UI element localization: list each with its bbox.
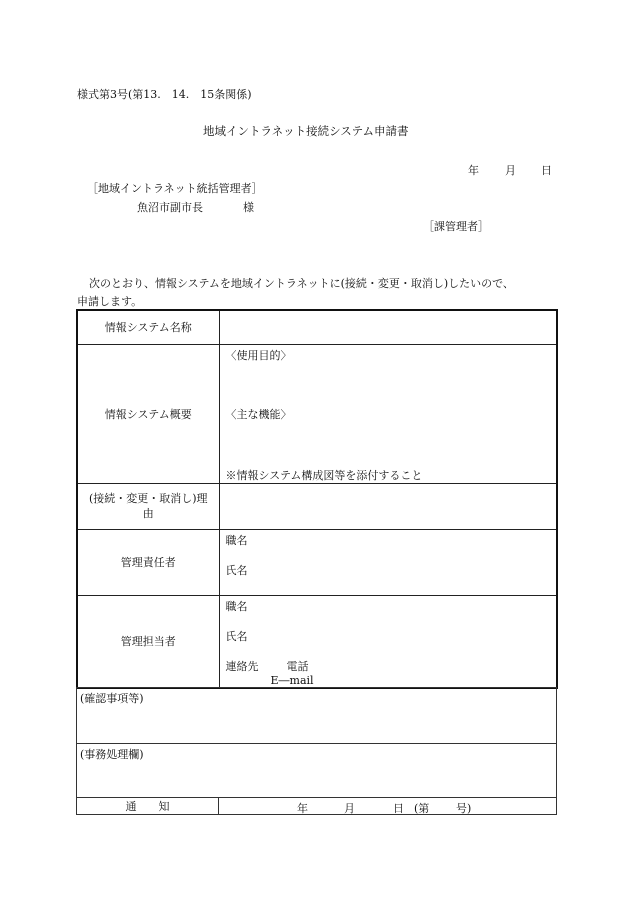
notice-label: 通 知: [77, 798, 219, 815]
table-row: [77, 483, 557, 529]
addressee-honorific: 様: [243, 201, 254, 214]
notice-dai: (第: [414, 802, 430, 815]
main-function-label: 〈主な機能〉: [225, 407, 292, 421]
notice-year: 年: [297, 802, 308, 815]
manager-name-label: 氏名: [225, 563, 248, 577]
table-row: [77, 529, 557, 595]
date-day: 日: [541, 164, 552, 177]
manager-field[interactable]: [219, 529, 557, 595]
page-title: 地域イントラネット接続システム申請書: [203, 124, 409, 138]
phone-label: 電話: [286, 659, 309, 673]
addressee-name: 魚沼市副市長: [137, 201, 203, 214]
reason-label-line-2: 由: [142, 507, 154, 520]
table-row: [77, 310, 557, 344]
system-name-field[interactable]: [219, 310, 557, 344]
person-job-title-label: 職名: [225, 599, 248, 613]
contact-label: 連絡先: [225, 659, 259, 673]
system-name-label: 情報システム名称: [77, 310, 219, 344]
person-in-charge-field[interactable]: [219, 595, 557, 688]
table-row: [77, 595, 557, 688]
person-in-charge-label: 管理担当者: [77, 595, 219, 688]
person-name-label: 氏名: [225, 629, 248, 643]
reason-label: [77, 483, 219, 529]
intro-line-1: 次のとおり、情報システムを地域イントラネットに(接続・変更・取消し)したいので、: [89, 277, 514, 290]
application-table: [76, 309, 558, 689]
notice-day: 日: [393, 802, 404, 815]
office-processing-field[interactable]: [77, 744, 557, 798]
addressee-title: ［地域イントラネット統括管理者］: [87, 182, 263, 195]
table-row: [77, 344, 557, 483]
manager-job-title-label: 職名: [225, 533, 248, 547]
applicant-label: ［課管理者］: [423, 220, 489, 233]
date-month: 月: [505, 164, 516, 177]
notice-gou: 号): [456, 802, 472, 815]
notice-month: 月: [344, 802, 355, 815]
attachment-note: ※情報システム構成図等を添付すること: [225, 468, 423, 482]
date-year: 年: [468, 164, 479, 177]
confirmation-field[interactable]: [77, 688, 557, 744]
purpose-label: 〈使用目的〉: [225, 348, 292, 362]
office-processing-label: (事務処理欄): [80, 748, 144, 761]
email-label: E―mail: [270, 673, 314, 687]
reason-label-line-1: (接続・変更・取消し)理: [88, 492, 208, 505]
notice-field[interactable]: [219, 798, 557, 815]
confirmation-label: (確認事項等): [80, 692, 144, 705]
table-row: [77, 744, 557, 798]
system-overview-field[interactable]: [219, 344, 557, 483]
table-row: [77, 688, 557, 744]
reason-field[interactable]: [219, 483, 557, 529]
table-row: [77, 798, 557, 815]
system-overview-label: 情報システム概要: [77, 344, 219, 483]
office-use-table: [76, 687, 557, 815]
form-reference: 様式第3号(第13. 14. 15条関係): [77, 88, 252, 101]
intro-line-2: 申請します。: [77, 295, 143, 308]
manager-label: 管理責任者: [77, 529, 219, 595]
